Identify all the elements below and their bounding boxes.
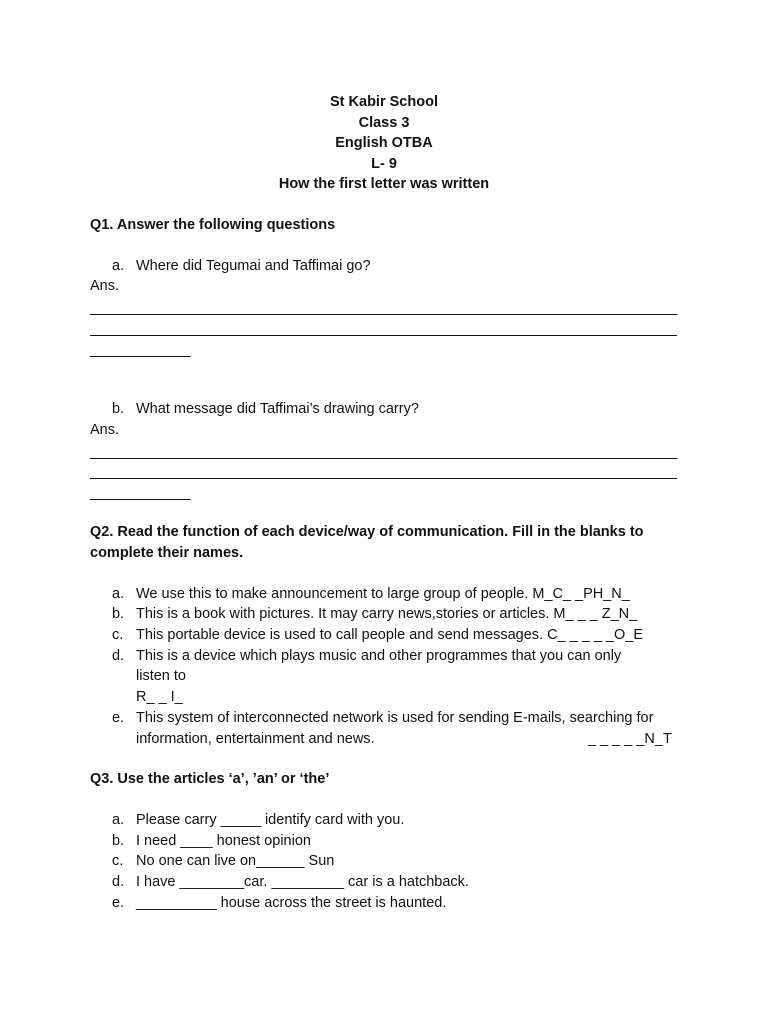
answer-line (90, 478, 677, 479)
item-label: e. (112, 895, 125, 911)
class-name: Class 3 (358, 114, 410, 131)
item-label: a. (112, 812, 125, 828)
item-text: I have ________car. _________ car is a hatchback. (136, 874, 469, 890)
item-text: We use this to make announcement to large group of people. M_C_ _PH_N_ (136, 586, 630, 602)
q1-question-a (112, 256, 371, 277)
q1-b-label: b. (112, 401, 125, 417)
answer-line (90, 356, 191, 357)
q2-item-e (112, 708, 653, 729)
answer-line (90, 499, 191, 500)
item-text: This system of interconnected network is used for sending E-mails, searching for (136, 710, 654, 726)
item-text: Please carry _____ identify card with you. (136, 812, 405, 828)
q3-item-b (112, 831, 311, 852)
item-text: __________ house across the street is haunted. (136, 895, 447, 911)
q3-heading: Q3. Use the articles ‘a’, ’an’ or ‘the’ (90, 771, 330, 787)
q1-heading: Q1. Answer the following questions (90, 217, 336, 233)
item-text: This portable device is used to call people and send messages. C_ _ _ _ _O_E (136, 627, 643, 643)
item-text: No one can live on______ Sun (136, 853, 335, 869)
item-label: d. (112, 648, 125, 664)
q2-heading-line1: Q2. Read the function of each device/way of communication. Fill in the blanks to (90, 524, 644, 540)
answer-line (90, 314, 677, 315)
lesson-title: How the first letter was written (278, 176, 490, 193)
item-text: I need ____ honest opinion (136, 833, 311, 849)
q2-item-d (112, 646, 621, 667)
q1-question-b (112, 399, 419, 420)
subject-name: English OTBA (335, 135, 433, 152)
item-label: c. (112, 627, 124, 643)
q3-item-c (112, 851, 334, 872)
item-text: This is a book with pictures. It may carry news,stories or articles. M_ _ _ Z_N_ (136, 606, 638, 622)
q2-item-d-answer: R_ _ I_ (136, 689, 183, 705)
q1-a-label: a. (112, 258, 125, 274)
q2-item-d-continuation: listen to (136, 668, 186, 684)
q1-a-ans-label: Ans. (90, 278, 120, 294)
item-label: e. (112, 710, 125, 726)
q2-item-b (112, 604, 637, 625)
q2-item-c (112, 625, 643, 646)
item-label: c. (112, 853, 124, 869)
q2-item-e-continuation: information, entertainment and news. (136, 731, 375, 747)
q1-a-text: Where did Tegumai and Taffimai go? (136, 258, 371, 274)
lesson-number: L- 9 (371, 155, 397, 172)
item-text: This is a device which plays music and other programmes that you can only (136, 648, 622, 664)
q3-item-e (112, 893, 446, 914)
q2-heading-line2: complete their names. (90, 545, 244, 561)
q2-item-e-answer: _ _ _ _ _N_T (588, 731, 672, 747)
item-label: b. (112, 606, 125, 622)
q1-b-text: What message did Taffimai’s drawing carry? (136, 401, 419, 417)
q2-item-a (112, 584, 630, 605)
item-label: b. (112, 833, 125, 849)
q3-item-d (112, 872, 469, 893)
answer-line (90, 458, 677, 459)
answer-line (90, 335, 677, 336)
q3-item-a (112, 810, 404, 831)
worksheet-header (0, 92, 768, 195)
school-name: St Kabir School (330, 94, 438, 110)
item-label: d. (112, 874, 125, 890)
q1-b-ans-label: Ans. (90, 422, 120, 438)
item-label: a. (112, 586, 125, 602)
